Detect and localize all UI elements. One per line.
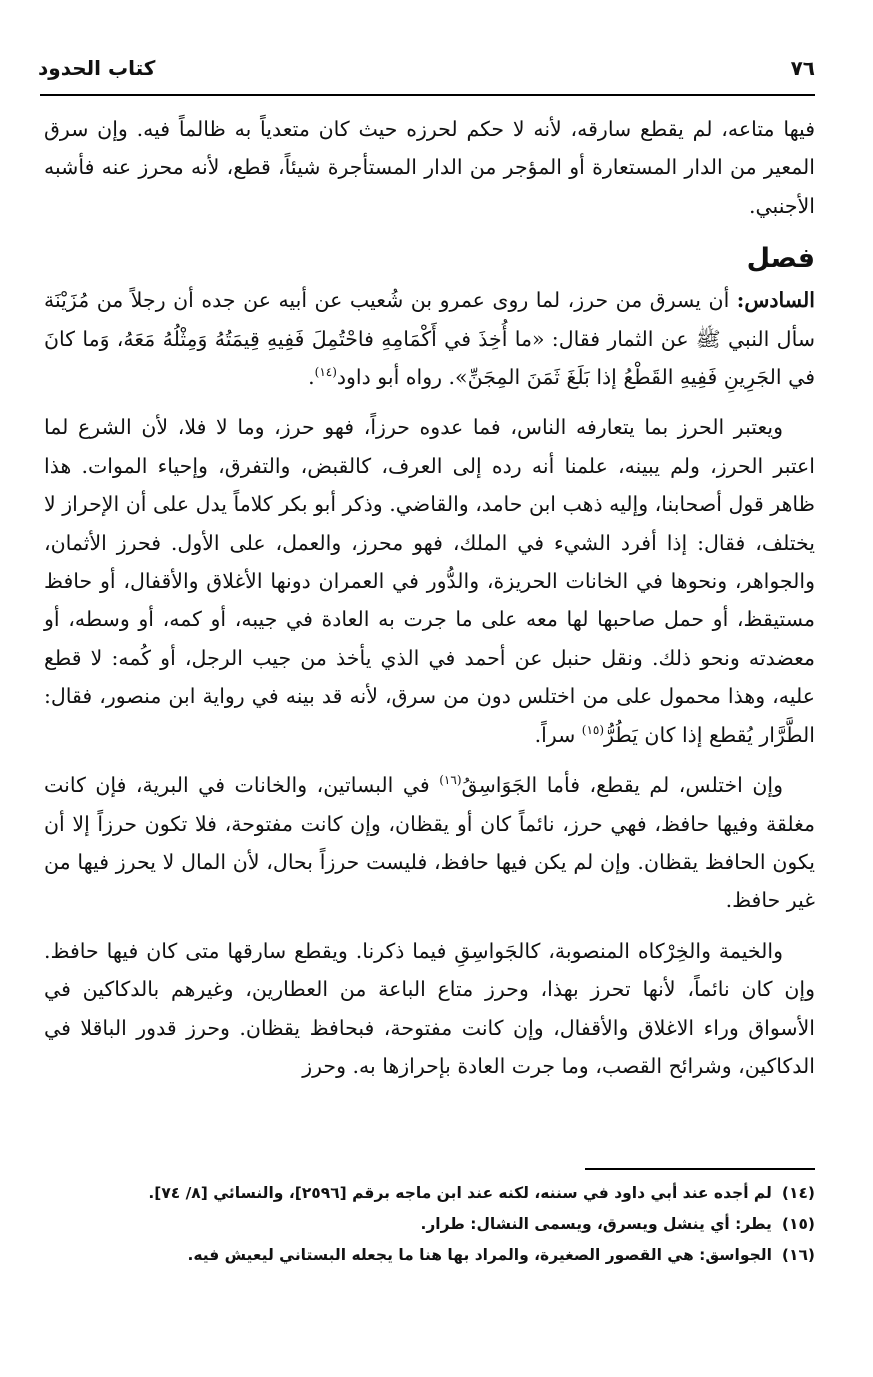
paragraph-3-text: ويعتبر الحرز بما يتعارفه الناس، فما عدوه حرزاً، فهو حرز، وما لا فلا، لأن الشرع لما اعتبر الحرز، ولم يبينه، علمنا أنه رده إلى العرف، كالقبض، والتفرق، وإحياء الموات. هذا ظاهر قول أصحابنا، وإليه ذهب ابن حامد، والقاضي. وذكر أبو بكر كلاماً يدل على أن الإحراز لا يختلف، فقال: إذا أفرد الشيء في الملك، فهو محرز، والعمل، على الأول. فحرز الأثمان، والجواهر، ونحوها في الخانات الحريزة، والدُّور في العمران دونها الأغلاق والأقفال، أو حافظ مستيقظ، أو حمل صاحبها لها معه على ما جرت به العادة في جيبه، أو كمه، أو وسطه، أو معضدته ونحو ذلك. ونقل حنبل عن أحمد في الذي يأخذ من جيب الرجل، أو كُمه: لا قطع عليه، وهذا محمول على من اختلس دون من سرق، لأنه قد بينه في رواية ابن منصور، فقال: الطَّرَّار يُقطع إذا كان يَطُرُّ [44, 415, 815, 747]
footnote-text: يطر: أي ينشل ويسرق، ويسمى النشال: طرار. [420, 1215, 772, 1233]
footnote-ref-14: (١٤) [314, 365, 337, 380]
page-number: ٧٦ [790, 56, 815, 80]
paragraph-2-lead: السادس: [736, 288, 815, 313]
paragraph-5: والخيمة والخِرْكاه المنصوبة، كالجَواسِقِ فيما ذكرنا. ويقطع سارقها متى كان فيها حافظ. وإن كان نائماً، لأنها تحرز بهذا، وحرز متاع الباعة من العطارين، وغيرهم بالدكاكين في الأسواق وراء الاغلاق والأقفال، وإن كانت مفتوحة، فبحافظ يقظان. وحرز قدور الباقلا في الدكاكين، وشرائح القصب، وما جرت العادة بإحرازها به. وحرز [44, 938, 815, 1078]
footnote-15 [44, 1209, 815, 1240]
book-title: كتاب الحدود [38, 56, 156, 80]
footnote-text: لم أجده عند أبي داود في سننه، لكنه عند ابن ماجه برقم [٢٥٩٦]، والنسائي [٨/ ٧٤]. [148, 1184, 772, 1202]
paragraph-3 [44, 408, 815, 754]
paragraph-1: فيها متاعه، لم يقطع سارقه، لأنه لا حكم لحرزه حيث كان متعدياً به ظالماً فيه. وإن سرق المعير من الدار المستعارة أو المؤجر من الدار المستأجرة شيئاً، قطع، لأنه محرز عنه فأشبه الأجنبي. [44, 117, 815, 218]
footnote-14 [44, 1178, 815, 1209]
paragraph-4-a: وإن اختلس، لم يقطع، فأما الجَوَاسِقُ [461, 773, 783, 798]
paragraph-4-b: في البساتين، والخانات في البرية، فإن كانت مغلقة وفيها حافظ، فهي حرز، نائماً كان أو يقظان، وإن كانت مفتوحة، فلا تكون حرزاً إلا أن يكون الحافظ يقظان. وإن لم يكن فيها حافظ، فليست حرزاً بحال، لأن المال لا يحرز فيها من غير حافظ. [44, 773, 815, 913]
footnote-number: (١٦) [781, 1246, 815, 1264]
footnote-rule [585, 1168, 815, 1170]
footnote-16 [44, 1240, 815, 1271]
paragraph-2-text: أن يسرق من حرز، لما روى عمرو بن شُعيب عن أبيه عن جده أن رجلاً من مُزَيْنَة سأل النبي ﷺ عن الثمار فقال: «ما أُخِذَ في أَكْمَامِهِ فاحْتُمِلَ فَفِيهِ قِيمَتُهُ وَمِثْلُهُ مَعَهُ، وَما كانَ في الجَرِينِ فَفِيهِ القَطْعُ إذا بَلَغَ ثَمَنَ المِجَنِّ». رواه أبو داود [44, 288, 815, 390]
footnote-ref-16: (١٦) [439, 773, 462, 788]
footnotes [44, 1178, 815, 1271]
footnote-number: (١٤) [781, 1184, 815, 1202]
paragraph-4 [44, 766, 815, 920]
footnote-text: الجواسق: هي القصور الصغيرة، والمراد بها هنا ما يجعله البستاني ليعيش فيه. [187, 1246, 772, 1264]
paragraph-3-end: سراً. [534, 722, 582, 747]
header-rule [40, 94, 815, 96]
paragraph-2: السادس: أن يسرق من حرز، لما روى عمرو بن شُعيب عن أبيه عن جده أن رجلاً من مُزَيْنَة سأل النبي ﷺ عن الثمار فقال: «ما أُخِذَ في أَكْمَامِهِ فاحْتُمِلَ فَفِيهِ قِيمَتُهُ وَمِثْلُهُ مَعَهُ، وَما كانَ في الجَرِينِ فَفِيهِ القَطْعُ إذا بَلَغَ ثَمَنَ المِجَنِّ». رواه أبو داود$^{(١٤)}$. [44, 288, 815, 390]
footnote-number: (١٥) [781, 1215, 815, 1233]
footnote-ref-15: (١٥) [581, 722, 605, 737]
section-heading: فصل [746, 243, 815, 275]
page-header [38, 44, 815, 80]
main-text [44, 110, 815, 1097]
